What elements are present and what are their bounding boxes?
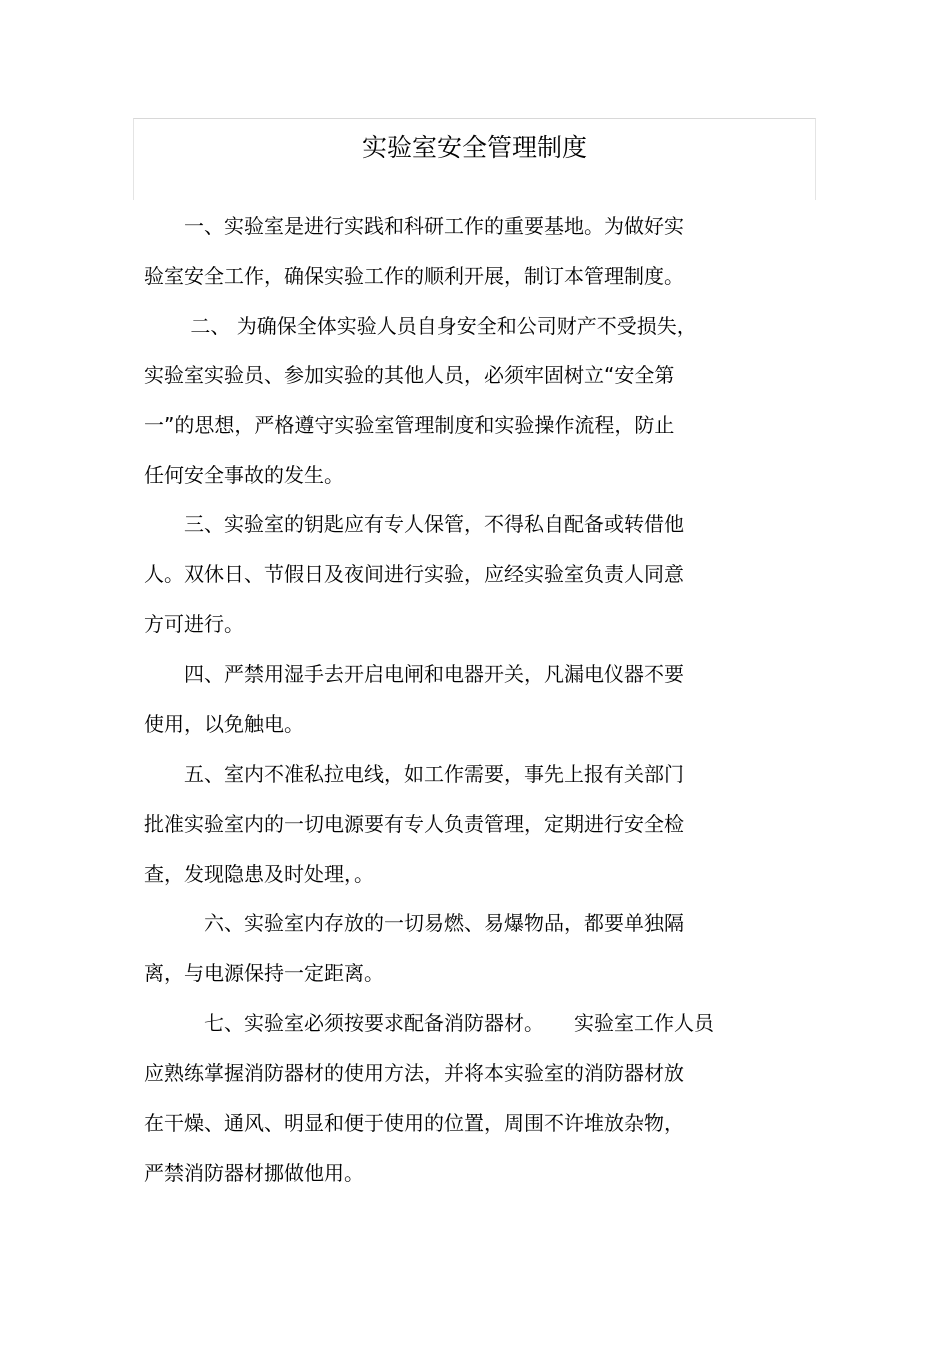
body-line: 查，发现隐患及时处理，。 <box>144 862 374 886</box>
body-line: 三、实验室的钥匙应有专人保管，不得私自配备或转借他 <box>144 512 684 536</box>
body-line: 在干燥、通风、明显和便于使用的位置，周围不许堆放杂物， <box>144 1111 684 1135</box>
body-line: 七、实验室必须按要求配备消防器材。 实验室工作人员 <box>144 1011 714 1035</box>
body-line: 人。双休日、节假日及夜间进行实验，应经实验室负责人同意 <box>144 562 684 586</box>
body-line: 严禁消防器材挪做他用。 <box>144 1161 364 1185</box>
body-line: 使用，以免触电。 <box>144 712 304 736</box>
body-line: 批准实验室内的一切电源要有专人负责管理，定期进行安全检 <box>144 812 684 836</box>
body-line: 验室安全工作，确保实验工作的顺利开展，制订本管理制度。 <box>144 264 684 288</box>
body-line: 方可进行。 <box>144 612 244 636</box>
document-title: 实验室安全管理制度 <box>361 133 587 162</box>
title-box <box>133 118 816 200</box>
body-line: 实验室实验员、参加实验的其他人员，必须牢固树立“安全第 <box>144 363 675 387</box>
body-line: 应熟练掌握消防器材的使用方法，并将本实验室的消防器材放 <box>144 1061 684 1085</box>
body-line: 一”的思想，严格遵守实验室管理制度和实验操作流程，防止 <box>144 413 675 437</box>
body-line: 二、 为确保全体实验人员自身安全和公司财产不受损失， <box>144 314 697 338</box>
body-line: 一、实验室是进行实践和科研工作的重要基地。为做好实 <box>144 214 684 238</box>
body-line: 六、实验室内存放的一切易燃、易爆物品，都要单独隔 <box>144 911 684 935</box>
body-line: 离，与电源保持一定距离。 <box>144 961 384 985</box>
body-line: 任何安全事故的发生。 <box>144 463 344 487</box>
body-line: 五、室内不准私拉电线，如工作需要，事先上报有关部门 <box>144 762 684 786</box>
body-line: 四、严禁用湿手去开启电闸和电器开关，凡漏电仪器不要 <box>144 662 684 686</box>
